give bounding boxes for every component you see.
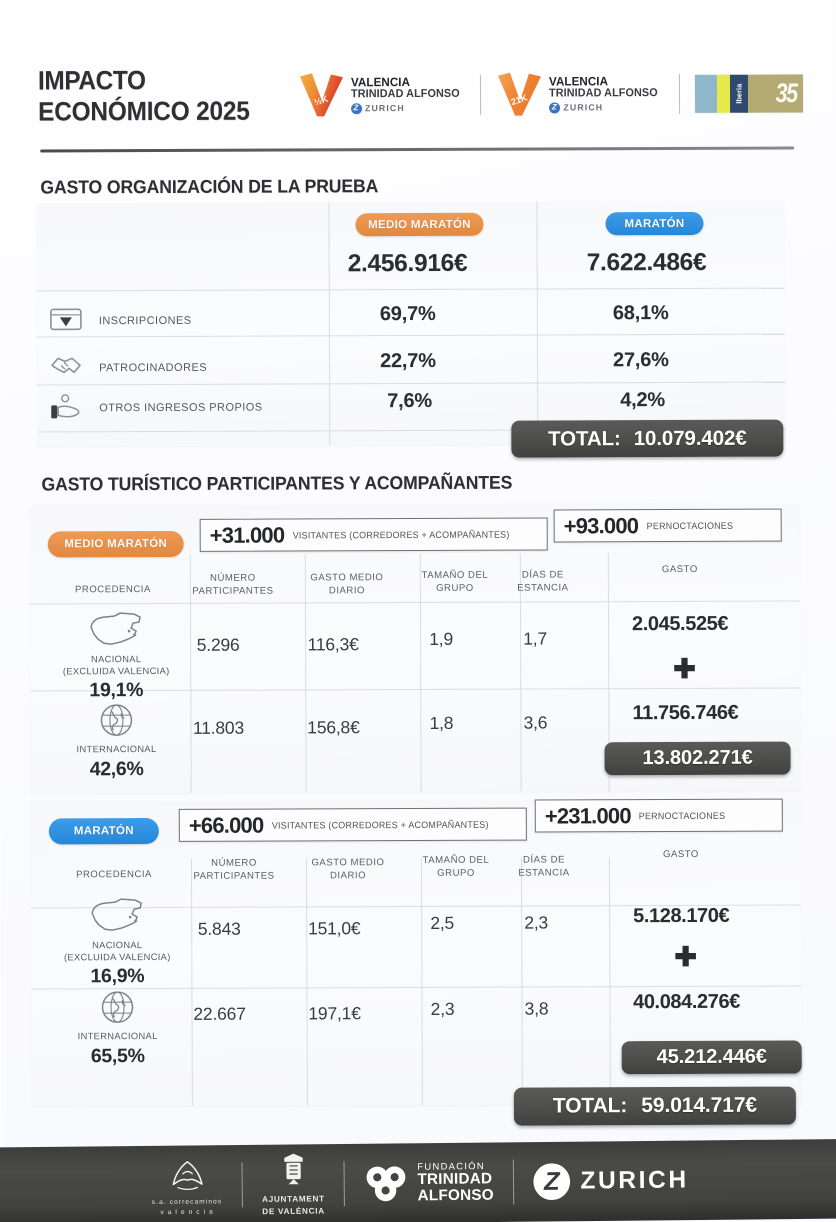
cell-gasto-medio-diario: 156,8€ [307, 717, 360, 738]
visitors-box-medio-maraton [200, 518, 548, 552]
col-header-gasto-medio-diario: GASTO MEDIO DIARIO [311, 857, 385, 882]
cell-tamano-grupo: 1,9 [429, 628, 454, 649]
cell-gasto: 40.084.276€ [633, 990, 740, 1014]
v-chevron-icon [496, 73, 542, 117]
row-divider [37, 288, 785, 292]
section-1-total-value: 10.079.402€ [633, 426, 747, 450]
ajuntament-valencia-logo [262, 1151, 325, 1218]
grand-total-label: TOTAL: [552, 1094, 628, 1118]
logo-valencia-text [351, 76, 466, 114]
value-otros-medio: 7,6% [387, 389, 433, 413]
logo-sponsor-line [351, 103, 465, 114]
nights-value: +93.000 [563, 512, 639, 538]
cell-participantes: 5.296 [196, 634, 240, 655]
origin-internacional-medio [41, 698, 191, 781]
cell-participantes: 11.803 [192, 717, 245, 738]
caption-line-2: v a l e n c i a [160, 1208, 214, 1216]
logo-stripe-yellow [717, 75, 730, 113]
fundacion-line-2: TRINIDAD [417, 1170, 493, 1189]
fundacion-line-3: ALFONSO [417, 1186, 494, 1205]
cell-dias-estancia: 2,3 [524, 912, 549, 933]
logo-subtitle: TRINIDAD ALFONSO [350, 87, 460, 101]
caption-line-2: DE VALÈNCIA [262, 1205, 325, 1216]
badge-block-maraton: MARATÓN [49, 818, 159, 844]
row-divider [30, 601, 800, 605]
handshake-icon [50, 353, 84, 381]
origin-name-line2: (EXCLUIDA VALENCIA) [62, 665, 170, 676]
svg-text:21K: 21K [510, 92, 529, 108]
visitors-value: +66.000 [188, 812, 264, 838]
sa-correcaminos-logo [151, 1153, 222, 1217]
logo-city-name: VALENCIA [549, 74, 609, 89]
row-label-inscripciones: INSCRIPCIONES [98, 314, 192, 328]
origin-percentage: 42,6% [89, 757, 144, 780]
col-header-procedencia: PROCEDENCIA [76, 869, 152, 881]
sponsor-logo-strip [298, 72, 803, 118]
origin-internacional-maraton [42, 985, 192, 1068]
footer-divider [344, 1161, 345, 1206]
logo-subtitle: TRINIDAD ALFONSO [549, 86, 659, 100]
value-patrocinadores-medio: 22,7% [379, 349, 436, 373]
logo-sponsor-name: ZURICH [364, 102, 405, 113]
row-label-patrocinadores: PATROCINADORES [99, 361, 208, 375]
column-divider [328, 202, 330, 445]
badge-block-medio-maraton: MEDIO MARATÓN [48, 531, 184, 558]
cell-dias-estancia: 3,6 [523, 712, 548, 733]
plus-icon: ✚ [673, 653, 696, 685]
visitors-box-maraton [179, 808, 527, 842]
logo-divider [480, 75, 481, 115]
col-header-gasto: GASTO [662, 848, 699, 861]
cell-gasto-medio-diario: 116,3€ [307, 634, 359, 655]
ticket-icon [50, 306, 84, 334]
origin-percentage: 19,1% [89, 679, 144, 702]
svg-text:½K: ½K [312, 93, 330, 108]
title-line-1: IMPACTO [37, 64, 146, 96]
section-1-total-label: TOTAL: [548, 426, 621, 450]
col-header-tamano-grupo: TAMAÑO DEL GRUPO [421, 569, 489, 594]
logo-city-name: VALENCIA [350, 75, 410, 90]
nights-label: PERNOCTACIONES [646, 520, 733, 531]
badge-medio-maraton: MEDIO MARATÓN [355, 213, 483, 236]
column-divider [521, 858, 523, 1105]
value-inscripciones-medio: 69,7% [379, 302, 436, 326]
visitors-value: +31.000 [209, 522, 285, 548]
origin-nacional-maraton [42, 894, 192, 989]
grand-total-pill [514, 1087, 796, 1126]
plus-icon: ✚ [674, 941, 698, 973]
column-divider [536, 202, 538, 445]
col-header-numero-participantes: NÚMERO PARTICIPANTES [192, 572, 274, 597]
subtotal-maraton: 45.212.446€ [622, 1041, 802, 1075]
page-title [38, 64, 250, 127]
badge-maraton: MARATÓN [605, 212, 703, 235]
total-medio-maraton: 2.456.916€ [347, 249, 468, 278]
column-divider [609, 857, 611, 1104]
cell-tamano-grupo: 2,3 [430, 998, 455, 1019]
nights-box-medio-maraton [554, 509, 782, 543]
footer-divider [241, 1162, 242, 1207]
grand-total-value: 59.014.717€ [641, 1093, 758, 1118]
logo-valencia-medio-maraton [298, 73, 466, 118]
zurich-z-icon [351, 103, 362, 114]
cell-gasto: 5.128.170€ [633, 904, 730, 928]
total-maraton: 7.622.486€ [586, 248, 707, 277]
column-divider [421, 858, 423, 1105]
title-line-2: ECONÓMICO 2025 [38, 95, 250, 127]
poster-footer [0, 1139, 836, 1222]
ajuntament-caption [262, 1193, 325, 1218]
visitors-label: VISITANTES (CORREDORES + ACOMPAÑANTES) [292, 529, 510, 540]
bat-emblem-icon [163, 1153, 210, 1194]
origin-name-line1: NACIONAL [92, 940, 143, 951]
cell-dias-estancia: 3,8 [524, 998, 549, 1019]
hand-coin-icon [50, 393, 84, 421]
v-chevron-icon [298, 73, 344, 117]
anniversary-number: 35 [775, 78, 797, 109]
logo-sponsor-name: ZURICH [563, 101, 604, 113]
origin-name-line1: INTERNACIONAL [76, 744, 157, 755]
zurich-wordmark: ZURICH [580, 1166, 689, 1195]
caption-line-1: s.a. correcaminos [151, 1198, 223, 1206]
cell-tamano-grupo: 1,8 [429, 712, 454, 733]
nights-box-maraton [535, 799, 783, 833]
fundacion-line-1: FUNDACIÓN [417, 1160, 486, 1172]
anniversary-35-logo [695, 75, 803, 113]
cell-gasto-medio-diario: 151,0€ [308, 918, 361, 939]
footer-divider [513, 1160, 514, 1205]
cell-participantes: 5.843 [197, 918, 241, 939]
logo-valencia-maraton [496, 72, 664, 117]
cell-dias-estancia: 1,7 [523, 628, 548, 649]
col-header-gasto-medio-diario: GASTO MEDIO DIARIO [310, 572, 384, 597]
zurich-z-icon [549, 102, 560, 113]
subtotal-medio-maraton: 13.802.271€ [605, 742, 791, 776]
nights-label: PERNOCTACIONES [638, 810, 726, 821]
cell-gasto: 2.045.525€ [631, 612, 729, 636]
header-divider [40, 147, 794, 153]
logo-valencia-text [549, 75, 664, 113]
fundacion-trinidad-alfonso-logo [364, 1162, 494, 1204]
origin-percentage: 65,5% [90, 1044, 145, 1067]
poster-header [38, 51, 802, 140]
section-1-total-pill [511, 420, 783, 458]
col-header-procedencia: PROCEDENCIA [74, 584, 151, 596]
coat-of-arms-icon [273, 1151, 314, 1190]
section-2-title: GASTO TURÍSTICO PARTICIPANTES Y ACOMPAÑANTES [41, 471, 513, 495]
zurich-logo [533, 1162, 689, 1200]
logo-sponsor-line [549, 102, 663, 113]
logo-stripe-teal [695, 75, 717, 113]
value-inscripciones-maraton: 68,1% [612, 302, 669, 325]
row-divider [37, 382, 785, 386]
fundacion-text [417, 1162, 494, 1204]
logo-stripe-navy [730, 75, 748, 113]
visitors-label: VISITANTES (CORREDORES + ACOMPAÑANTES) [271, 819, 489, 831]
origin-name-line1: INTERNACIONAL [77, 1031, 158, 1042]
column-divider [306, 858, 308, 1105]
section-1-title: GASTO ORGANIZACIÓN DE LA PRUEBA [40, 175, 379, 198]
caption-line-1: AJUNTAMENT [262, 1193, 325, 1204]
zurich-z-icon: Z [533, 1163, 570, 1200]
cell-gasto-medio-diario: 197,1€ [308, 1003, 361, 1024]
row-label-otros-ingresos: OTROS INGRESOS PROPIOS [99, 401, 263, 415]
col-header-gasto: GASTO [661, 563, 698, 576]
logo-divider [679, 74, 680, 114]
col-header-numero-participantes: NÚMERO PARTICIPANTES [193, 857, 275, 882]
nights-value: +231.000 [544, 802, 631, 829]
col-header-tamano-grupo: TAMAÑO DEL GRUPO [422, 854, 490, 879]
logo-stripe-gold [748, 75, 803, 113]
cell-participantes: 22.667 [193, 1003, 246, 1024]
value-patrocinadores-maraton: 27,6% [612, 349, 669, 372]
three-circles-icon [364, 1166, 409, 1201]
origin-name-line1: NACIONAL [90, 654, 142, 665]
sa-correcaminos-caption [152, 1197, 223, 1217]
origin-percentage: 16,9% [90, 965, 145, 988]
value-otros-maraton: 4,2% [620, 389, 666, 412]
anniversary-vertical-text: Iberia [734, 83, 744, 104]
cell-gasto: 11.756.746€ [632, 701, 739, 725]
col-header-dias-estancia: DÍAS DE ESTANCIA [518, 854, 570, 879]
row-divider [37, 334, 785, 338]
origin-name-line2: (EXCLUIDA VALENCIA) [63, 951, 171, 962]
col-header-dias-estancia: DÍAS DE ESTANCIA [517, 569, 569, 594]
cell-tamano-grupo: 2,5 [430, 912, 455, 933]
